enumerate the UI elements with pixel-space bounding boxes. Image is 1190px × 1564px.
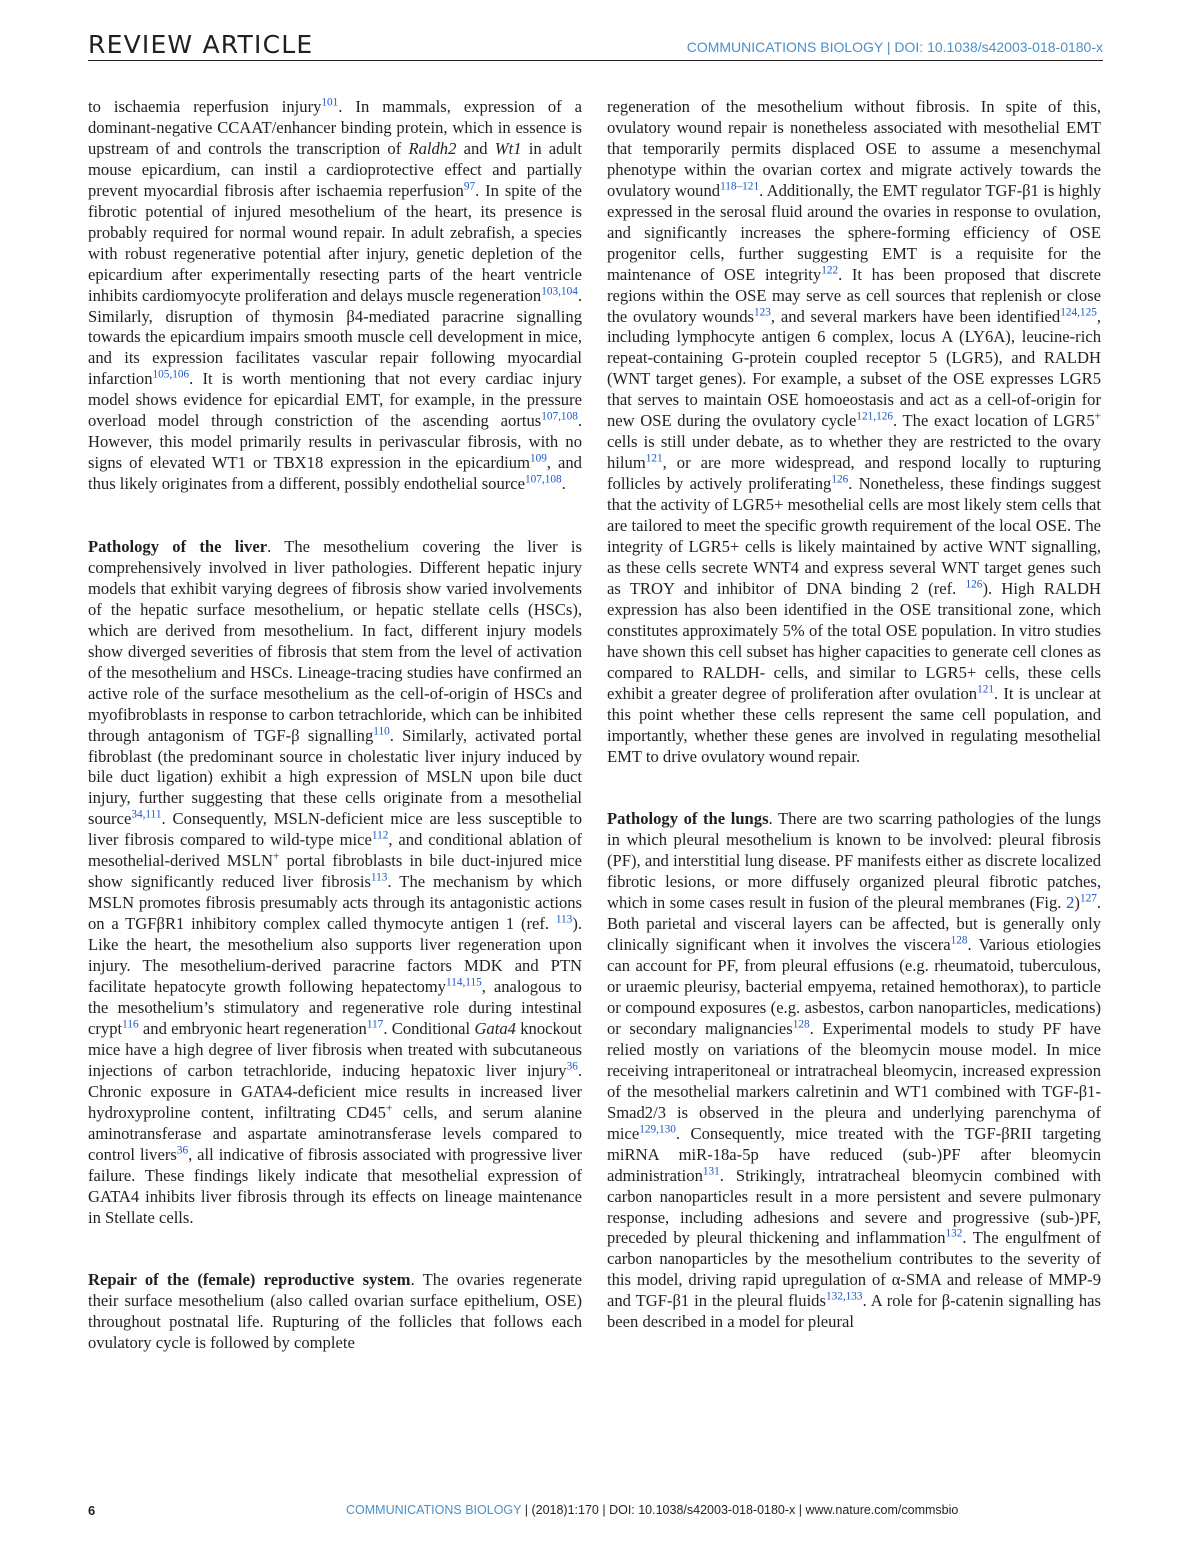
text-run: in adult mouse epicardium, can instil a cardioprotective effect and partially prevent myocardial fibrosis after ischaemia reperfusion <box>88 138 582 200</box>
text-run: . Nonetheless, these findings suggest that the activity of LGR5+ mesothelial cells are most likely stem cells that are tailored to meet the specific growth requirement of the local OSE. The integrity of LGR5+ cells is likely maintained by active WNT signalling, as these cells secrete WNT4 and express several WNT target genes such as TROY and inhibitor of DNA binding 2 (ref. <box>607 474 1101 598</box>
citation-link[interactable]: 116 <box>122 1018 139 1031</box>
text-run: and embryonic heart regeneration <box>138 1018 367 1038</box>
citation-link[interactable]: 105,106 <box>152 368 190 381</box>
citation-link[interactable]: 107,108 <box>541 410 578 423</box>
section-label: REVIEW ARTICLE <box>88 30 314 59</box>
footer-citation <box>346 1503 958 1517</box>
text-run: . Similarly, disruption of thymosin β4-mediated paracrine signalling towards the epicardium impairs smooth muscle cell development in mice, and its expression facilitates vascular repair following myocardial infarction <box>88 285 582 389</box>
italic-gene-name: Wt1 <box>494 138 522 158</box>
text-run: . Both parietal and visceral layers can be affected, but is generally only clinically significant when it involves the viscera <box>607 893 1101 955</box>
citation-link[interactable]: 129,130 <box>639 1123 676 1136</box>
paragraph <box>607 809 1101 1333</box>
citation-link[interactable]: 126 <box>831 473 849 486</box>
superscript: + <box>273 850 280 863</box>
italic-gene-name: Gata4 <box>474 1018 516 1038</box>
text-run: and <box>456 138 495 158</box>
text-run: to ischaemia reperfusion injury <box>88 97 322 116</box>
text-run: . <box>561 474 566 494</box>
citation-link[interactable]: 103,104 <box>541 285 578 298</box>
text-run: . The exact location of LGR5 <box>893 411 1095 431</box>
text-run: knockout mice have a high degree of liver fibrosis when treated with subcutaneous injections of carbon tetrachloride, inducing hepatoxic liver injury <box>88 1018 582 1080</box>
text-run: . Strikingly, intratracheal bleomycin combined with carbon nanoparticles result in a more persistent and severe pulmonary response, including adhesions and severe and progressive (sub-)PF, preceded by pleural thickening and inflammation <box>607 1165 1101 1248</box>
citation-link[interactable]: 121 <box>977 683 994 696</box>
text-run: . In mammals, expression of a dominant-negative CCAAT/enhancer binding protein, which in essence is upstream of and controls the transcription of <box>88 97 582 158</box>
text-run: . There are two scarring pathologies of the lungs in which pleural mesothelium is known to be involved: pleural fibrosis (PF), and interstitial lung disease. PF manifests either as discrete localized fibrotic lesions, or more diffusely organized pleural fibrotic patches, which in some cases result in fusion of the pleural membranes (Fig. <box>607 809 1101 913</box>
citation-link[interactable]: 101 <box>321 96 339 109</box>
citation-link[interactable]: 113 <box>370 871 388 884</box>
text-run: . It is unclear at this point whether these cells represent the same cell population, and importantly, whether these genes are involved in regulating mesothelial EMT to drive ovulatory wound repair. <box>607 683 1102 766</box>
figure-link[interactable]: 2 <box>1066 893 1075 913</box>
text-run: ). Like the heart, the mesothelium also supports liver regeneration upon injury. The mesothelium-derived paracrine factors MDK and PTN facilitate hepatocyte growth following hepatectomy <box>88 914 582 997</box>
citation-link[interactable]: 36 <box>566 1060 578 1073</box>
text-run: , and thus likely originates from a different, possibly endothelial source <box>88 453 582 494</box>
citation-link[interactable]: 117 <box>366 1018 384 1031</box>
citation-link[interactable]: 128 <box>792 1018 810 1031</box>
text-run: cells is still under debate, as to whether they are restricted to the ovary hilum <box>607 432 1101 473</box>
text-run: . In spite of the fibrotic potential of injured mesothelium of the heart, its presence is probably required for normal wound repair. In adult zebrafish, a species with robust regenerative potential after injury, genetic depletion of the epicardium after experimentally resecting parts of the heart ventricle inhibits cardiomyocyte proliferation and delays muscle regeneration <box>88 180 582 305</box>
text-run: , and several markers have been identified <box>770 306 1061 326</box>
citation-link[interactable]: 118–121 <box>720 180 760 193</box>
text-run: , including lymphocyte antigen 6 complex, locus A (LY6A), leucine-rich repeat-containing G-protein coupled receptor 5 (LGR5), and RALDH (WNT target genes). For example, a subset of the OSE expresses LGR5 that serves to maintain OSE homoeostasis and act as a cell-of-origin for new OSE during the ovulatory cycle <box>607 306 1101 431</box>
citation-link[interactable]: 113 <box>555 913 573 926</box>
citation-link[interactable]: 114,115 <box>445 976 482 989</box>
citation-link[interactable]: 122 <box>821 264 839 277</box>
text-run: . Chronic exposure in GATA4-deficient mice results in increased liver hydroxyproline content, infiltrating CD45 <box>88 1060 582 1122</box>
footer-doi: | (2018)1:170 | DOI: 10.1038/s42003-018-0180-x | <box>521 1503 806 1517</box>
paragraph <box>607 97 1101 768</box>
text-run: . Consequently, MSLN-deficient mice are less susceptible to liver fibrosis compared to wild-type mice <box>88 809 582 850</box>
section-heading: Pathology of the liver <box>88 537 268 556</box>
text-run: ). High RALDH expression has also been identified in the OSE transitional zone, which constitutes approximately 5% of the total OSE population. In vitro studies have shown this cell subset has higher capacities to generate cell clones as compared to RALDH- cells, and similar to LGR5+ cells, these cells exhibit a greater degree of proliferation after ovulation <box>607 578 1101 703</box>
text-run: . Similarly, activated portal fibroblast (the predominant source in cholestatic liver injury induced by bile duct ligation) exhibit a high expression of MSLN upon bile duct injury, further suggesting that these cells originate from a mesothelial source <box>88 725 582 829</box>
paragraph <box>88 97 582 495</box>
citation-link[interactable]: 132 <box>945 1227 963 1240</box>
text-run: cells, and serum alanine aminotransferase and aspartate aminotransferase levels compared to control livers <box>88 1102 583 1164</box>
text-run: . Various etiologies can account for PF, from pleural effusions (e.g. rheumatoid, tuberculous, or uraemic pleurisy, bacterial empyema, retained hemothorax), to particle or compound exposures (e.g. asbestos, carbon nanoparticles, medications) or secondary malignancies <box>607 935 1101 1038</box>
citation-link[interactable]: 109 <box>529 452 547 465</box>
citation-link[interactable]: 97 <box>463 180 476 193</box>
citation-link[interactable]: 110 <box>373 725 390 738</box>
text-run: . The engulfment of carbon nanoparticles by the mesothelium contributes to the severity of this model, driving rapid upregulation of α-SMA and release of MMP-9 and TGF-β1 in the pleural fluids <box>607 1228 1101 1311</box>
citation-link[interactable]: 123 <box>754 306 771 318</box>
citation-link[interactable]: 121 <box>645 452 663 465</box>
citation-link[interactable]: 128 <box>950 934 968 947</box>
text-run: , analogous to the mesothelium’s stimulatory and regenerative role during intestinal crypt <box>88 977 582 1038</box>
section-heading: Pathology of the lungs <box>607 809 769 829</box>
italic-gene-name: Raldh2 <box>408 138 457 158</box>
citation-link[interactable]: 112 <box>371 829 389 842</box>
citation-link[interactable]: 124,125 <box>1060 306 1097 318</box>
section-heading: Repair of the (female) reproductive system <box>88 1270 411 1290</box>
superscript: + <box>1094 410 1102 423</box>
text-run: ) <box>1074 893 1080 913</box>
citation-link[interactable]: 107,108 <box>525 473 562 486</box>
text-run: . The ovaries regenerate their surface mesothelium (also called ovarian surface epithelium, OSE) throughout postnatal life. Rupturing of the follicles that follows each ovulatory cycle is followed by complete <box>88 1270 583 1353</box>
text-run: , all indicative of fibrosis associated with progressive liver failure. These findings likely indicate that mesothelial expression of GATA4 inhibits liver fibrosis through its effects on lineage maintenance in Stellate cells. <box>88 1144 582 1227</box>
citation-link[interactable]: 126 <box>965 578 983 591</box>
text-run: . Conditional <box>383 1018 475 1038</box>
citation-link[interactable]: 132,133 <box>825 1290 863 1303</box>
text-run: . The mesothelium covering the liver is comprehensively involved in liver pathologies. Different hepatic injury models that exhibit varying degrees of fibrosis show varied involvements of the hepatic surface mesothelium, or hepatic stellate cells (HSCs), which are derived from mesothelium. In fact, different injury models show diverged severities of fibrosis that stem from the level of activation of the mesothelium and HSCs. Lineage-tracing studies have confirmed an active role of the surface mesothelium as the cell-of-origin of HSCs and myofibroblasts in response to carbon tetrachloride, which can be inhibited through antagonism of TGF-β signalling <box>88 537 582 745</box>
superscript: + <box>385 1102 393 1115</box>
page-header <box>88 30 1103 61</box>
text-run: . A role for β-catenin signalling has been described in a model for pleural <box>607 1291 1101 1332</box>
citation-link[interactable]: 121,126 <box>856 410 894 423</box>
text-run: regeneration of the mesothelium without fibrosis. In spite of this, ovulatory wound repair is nonetheless associated with mesothelial EMT that temporarily permits displaced OSE to assume a mesenchymal phenotype within the ovarian cortex and migrate actively towards the ovulatory wound <box>607 97 1101 200</box>
left-column <box>88 97 582 1354</box>
text-run: . It has been proposed that discrete regions within the OSE may serve as cell sources that replenish or close the ovulatory wounds <box>607 264 1102 326</box>
citation-link[interactable]: 131 <box>702 1165 720 1178</box>
text-run: . Experimental models to study PF have relied mostly on variations of the bleomycin mouse model. In mice receiving intraperitoneal or intratracheal bleomycin, increased expression of the mesothelial markers calretinin and WT1 combined with TGF-β1-Smad2/3 is observed in the pleura and underlying parenchyma of mice <box>607 1018 1101 1143</box>
footer-journal: COMMUNICATIONS BIOLOGY <box>346 1503 522 1517</box>
text-run: . The mechanism by which MSLN promotes fibrosis presumably acts through its antagonistic actions on a TGFβR1 inhibitory complex called thymocyte antigen 1 (ref. <box>88 872 582 934</box>
text-run: , and conditional ablation of mesothelial-derived MSLN <box>88 830 582 871</box>
journal-doi-header: COMMUNICATIONS BIOLOGY | DOI: 10.1038/s42003-018-0180-x <box>686 39 1103 55</box>
text-run: . However, this model primarily results in perivascular fibrosis, with no signs of elevated WT1 or TBX18 expression in the epicardium <box>88 411 582 473</box>
citation-link[interactable]: 127 <box>1079 892 1097 905</box>
text-run: . Additionally, the EMT regulator TGF-β1 is highly expressed in the serosal fluid around the ovaries in response to ovulation, and significantly increases the sphere-forming efficiency of OSE progenitor cells, further suggesting EMT is a requisite for the maintenance of OSE integrity <box>607 180 1101 284</box>
paragraph <box>88 537 582 1228</box>
page-number: 6 <box>88 1503 96 1518</box>
citation-link[interactable]: 36 <box>176 1144 189 1157</box>
text-run: portal fibroblasts in bile duct-injured mice show significantly reduced liver fibrosis <box>88 851 582 892</box>
right-column <box>607 97 1101 1333</box>
text-run: . It is worth mentioning that not every cardiac injury model shows evidence for epicardial EMT, for example, in the pressure overload model through constriction of the ascending aortus <box>88 369 582 431</box>
text-run: . Consequently, mice treated with the TGF-βRII targeting miRNA miR-18a-5p have reduced (sub-)PF after bleomycin administration <box>607 1123 1101 1185</box>
text-run: , or are more widespread, and respond locally to rupturing follicles by actively proliferating <box>607 453 1101 494</box>
footer-url[interactable]: www.nature.com/commsbio <box>805 1503 959 1517</box>
citation-link[interactable]: 34,111 <box>131 808 162 821</box>
paragraph <box>88 1270 582 1354</box>
